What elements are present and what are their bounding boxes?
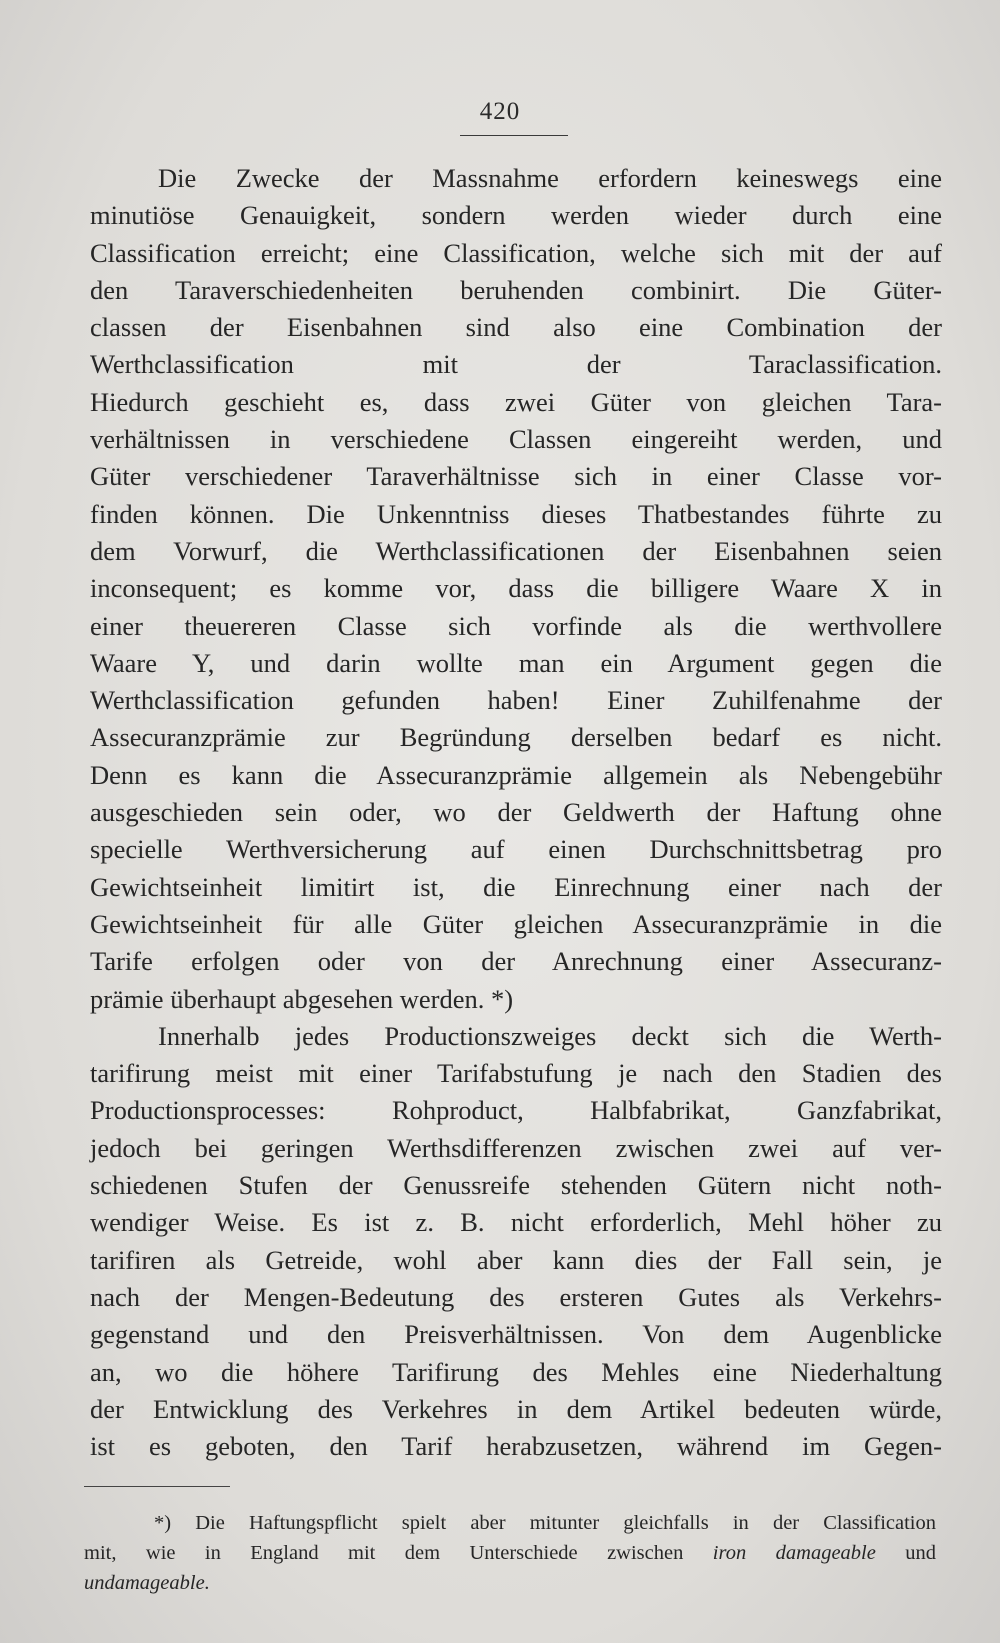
text-line: tarifirung meist mit einer Tarifabstufung je nach den Stadien des [90, 1058, 942, 1089]
text-line: Tarife erfolgen oder von der Anrechnung einer Assecuranz- [90, 946, 942, 977]
text-line: jedoch bei geringen Werthsdifferenzen zwischen zwei auf ver- [90, 1132, 942, 1163]
footnote-line: *) Die Haftungspflicht spielt aber mitunter gleichfalls in der Classification [154, 1512, 936, 1534]
text-line: minutiöse Genauigkeit, sondern werden wieder durch eine [90, 200, 942, 231]
text-line: ist es geboten, den Tarif herabzusetzen, während im Gegen- [90, 1431, 942, 1462]
text-line: Denn es kann die Assecuranzprämie allgemein als Nebengebühr [90, 759, 942, 790]
text-line: specielle Werthversicherung auf einen Durchschnittsbetrag pro [90, 834, 942, 865]
text-line: wendiger Weise. Es ist z. B. nicht erforderlich, Mehl höher zu [90, 1207, 942, 1238]
footnote-line [84, 1538, 936, 1568]
text-line: Werthclassification gefunden haben! Einer Zuhilfenahme der [90, 685, 942, 716]
footnote-text: mit, wie in England mit dem Unterschiede zwischen [84, 1542, 684, 1564]
text-line: dem Vorwurf, die Werthclassificationen der Eisenbahnen seien [90, 535, 942, 566]
text-line: schiedenen Stufen der Genussreife stehenden Gütern nicht noth- [90, 1170, 942, 1201]
text-line: Hiedurch geschieht es, dass zwei Güter von gleichen Tara- [90, 386, 942, 417]
text-line: inconsequent; es komme vor, dass die billigere Waare X in [90, 573, 942, 604]
body-text [90, 160, 942, 1465]
header-rule [460, 135, 568, 136]
text-line: prämie überhaupt abgesehen werden. *) [90, 983, 514, 1014]
text-line: Gewichtseinheit limitirt ist, die Einrechnung einer nach der [90, 871, 942, 902]
footnote-text: und [905, 1542, 937, 1564]
text-line: classen der Eisenbahnen sind also eine Combination der [90, 312, 942, 343]
text-line: den Taraverschiedenheiten beruhenden combinirt. Die Güter- [90, 274, 942, 305]
text-line: tarifiren als Getreide, wohl aber kann dies der Fall sein, je [90, 1244, 942, 1275]
text-line: verhältnissen in verschiedene Classen eingereiht werden, und [90, 424, 942, 455]
footnote-line [84, 1568, 936, 1598]
text-line: Productionsprocesses: Rohproduct, Halbfabrikat, Ganzfabrikat, [90, 1095, 942, 1126]
footnote [84, 1508, 936, 1598]
text-line: finden können. Die Unkenntniss dieses Thatbestandes führte zu [90, 498, 942, 529]
text-line: der Entwicklung des Verkehres in dem Artikel bedeuten würde, [90, 1393, 942, 1424]
footnote-italic-term: iron damageable [712, 1542, 876, 1564]
text-line: Assecuranzprämie zur Begründung derselben bedarf es nicht. [90, 722, 942, 753]
footnote-italic-term: undamageable. [84, 1572, 210, 1594]
text-line: ausgeschieden sein oder, wo der Geldwerth der Haftung ohne [90, 797, 942, 828]
text-line: einer theuereren Classe sich vorfinde als die werthvollere [90, 610, 942, 641]
footnote-rule [84, 1486, 230, 1487]
text-line: Güter verschiedener Taraverhältnisse sich in einer Classe vor- [90, 461, 942, 492]
text-line: nach der Mengen-Bedeutung des ersteren Gutes als Verkehrs- [90, 1281, 942, 1312]
page-number: 420 [479, 98, 521, 125]
text-line: Gewichtseinheit für alle Güter gleichen Assecuranzprämie in die [90, 908, 942, 939]
text-line: an, wo die höhere Tarifirung des Mehles eine Niederhaltung [90, 1356, 942, 1387]
text-line: Innerhalb jedes Productionszweiges deckt sich die Werth- [158, 1020, 942, 1051]
text-line: Classification erreicht; eine Classification, welche sich mit der auf [90, 237, 942, 268]
text-line: gegenstand und den Preisverhältnissen. Von dem Augenblicke [90, 1319, 942, 1350]
text-line: Waare Y, und darin wollte man ein Argument gegen die [90, 647, 942, 678]
text-line: Die Zwecke der Massnahme erfordern keineswegs eine [158, 163, 942, 193]
text-line: Werthclassification mit der Taraclassification. [90, 349, 942, 380]
